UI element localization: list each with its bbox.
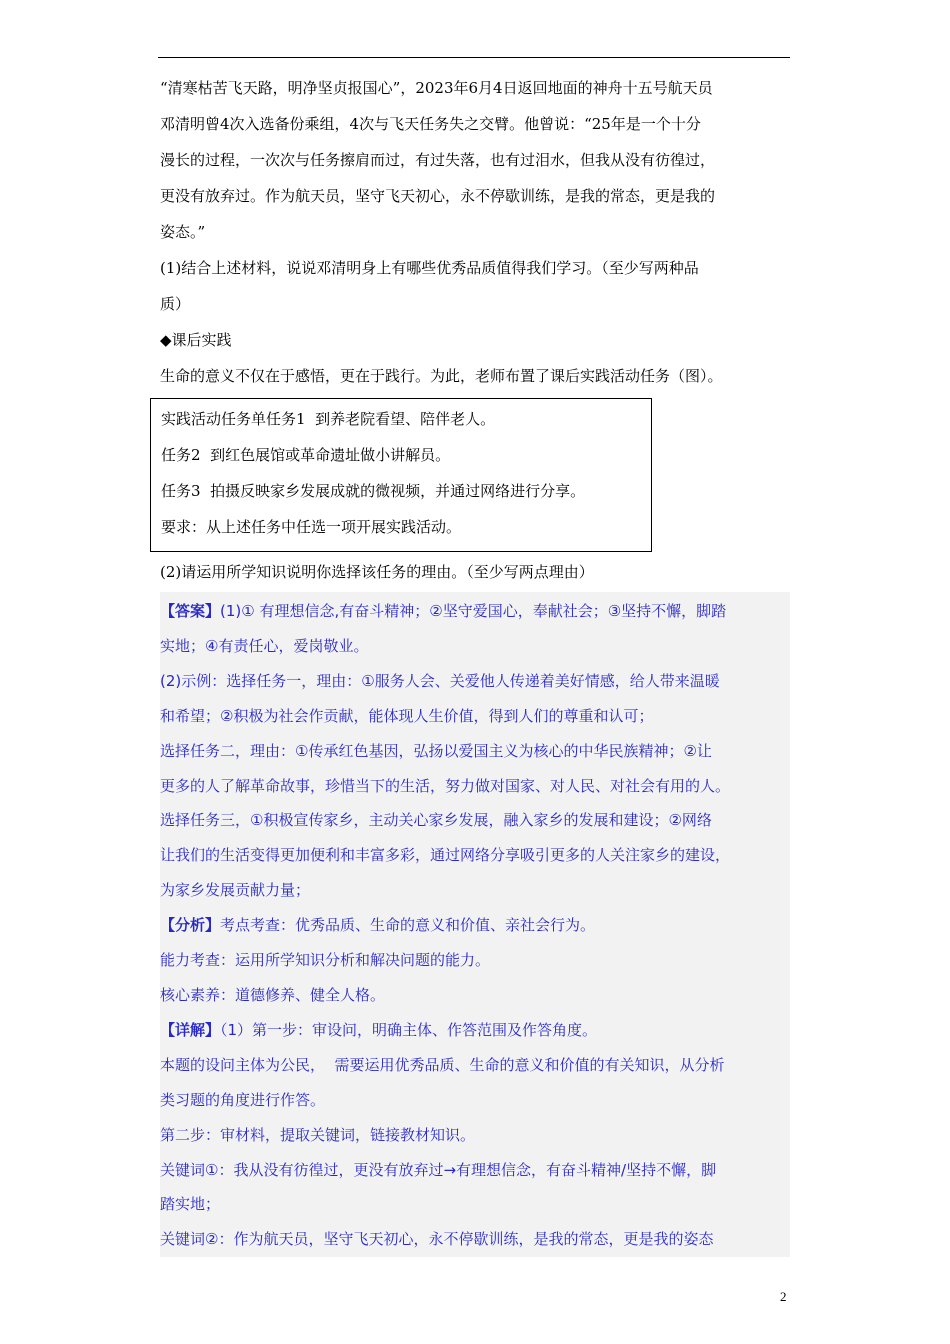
- task-line: 任务3 拍摄反映家乡发展成就的微视频，并通过网络进行分享。: [161, 482, 586, 500]
- material-line: “清寒枯苦飞天路，明净坚贞报国心”，2023年6月4日返回地面的神舟十五号航天员: [160, 79, 713, 97]
- detail-line: 本题的设问主体为公民， 需要运用优秀品质、生命的意义和价值的有关知识，从分析: [160, 1055, 725, 1074]
- practice-intro: 生命的意义不仅在于感悟，更在于践行。为此，老师布置了课后实践活动任务（图）。: [160, 367, 723, 385]
- material-paragraph: [160, 70, 790, 250]
- analysis-line: 能力考查：运用所学知识分析和解决问题的能力。: [160, 951, 491, 970]
- detail-tag: 【详解】: [160, 1020, 221, 1039]
- answer-line: 让我们的生活变得更加便利和丰富多彩，通过网络分享吸引更多的人关注家乡的建设，: [160, 846, 731, 865]
- answer-first-line: [160, 594, 790, 629]
- practice-heading: ◆课后实践: [160, 331, 232, 349]
- answer-line: (2)示例：选择任务一，理由：①服务人会、关爱他人传递着美好情感，给人带来温暖: [160, 671, 720, 690]
- answer-line: 更多的人了解革命故事，珍惜当下的生活，努力做对国家、对人民、对社会有用的人。: [160, 776, 731, 795]
- analysis-first-line: [160, 908, 790, 943]
- detail-line: 第二步：审材料，提取关键词，链接教材知识。: [160, 1125, 476, 1144]
- material-line: 姿态。”: [160, 223, 206, 241]
- answer-text: (1)① 有理想信念,有奋斗精神；②坚守爱国心，奉献社会；③坚持不懈，脚踏: [220, 602, 727, 620]
- material-line: 漫长的过程，一次次与任务擦肩而过，有过失落，也有过泪水，但我从没有彷徨过，: [160, 151, 716, 169]
- answer-tag: 【答案】: [160, 602, 221, 620]
- page-content: [160, 70, 790, 1257]
- detail-line: 关键词②：作为航天员，坚守飞天初心，永不停歇训练，是我的常态，更是我的姿态: [160, 1230, 714, 1249]
- header-rule: [158, 57, 790, 58]
- task-line: 实践活动任务单任务1 到养老院看望、陪伴老人。: [161, 410, 496, 428]
- answer-line: 和希望；②积极为社会作贡献，能体现人生价值，得到人们的尊重和认可；: [160, 706, 654, 725]
- task-list-box: [150, 398, 652, 552]
- analysis-tag: 【分析】: [160, 916, 221, 935]
- answer-line: 选择任务二，理由：①传承红色基因，弘扬以爱国主义为核心的中华民族精神；②让: [160, 741, 712, 760]
- question-1: [160, 250, 790, 322]
- page-number: 2: [780, 1289, 787, 1304]
- answer-line: 为家乡发展贡献力量；: [160, 881, 311, 900]
- question-2: (2)请运用所学知识说明你选择该任务的理由。（至少写两点理由）: [160, 563, 594, 581]
- analysis-line: 核心素养：道德修养、健全人格。: [160, 985, 386, 1004]
- answer-line: 选择任务三，①积极宣传家乡，主动关心家乡发展，融入家乡的发展和建设；②网络: [160, 811, 712, 830]
- task-line: 任务2 到红色展馆或革命遗址做小讲解员。: [161, 446, 451, 464]
- question-line: 质）: [160, 295, 191, 313]
- detail-line: 关键词①：我从没有彷徨过，更没有放弃过→有理想信念，有奋斗精神/坚持不懈，脚: [160, 1160, 717, 1179]
- material-line: 更没有放弃过。作为航天员，坚守飞天初心，永不停歇训练，是我的常态，更是我的: [160, 187, 716, 205]
- detail-line: 类习题的角度进行作答。: [160, 1090, 326, 1109]
- answer-section: [160, 592, 790, 1257]
- material-line: 邓清明曾4次入选备份乘组，4次与飞天任务失之交臂。他曾说：“25年是一个十分: [160, 115, 701, 133]
- task-line: 要求：从上述任务中任选一项开展实践活动。: [161, 518, 462, 536]
- detail-line: 踏实地；: [160, 1195, 221, 1214]
- analysis-text: 考点考查：优秀品质、生命的意义和价值、亲社会行为。: [220, 916, 596, 935]
- detail-text: （1）第一步：审设问，明确主体、作答范围及作答角度。: [220, 1020, 598, 1039]
- answer-line: 实地；④有责任心，爱岗敬业。: [160, 636, 369, 655]
- question-line: (1)结合上述材料，说说邓清明身上有哪些优秀品质值得我们学习。（至少写两种品: [160, 259, 699, 277]
- detail-first-line: [160, 1013, 790, 1048]
